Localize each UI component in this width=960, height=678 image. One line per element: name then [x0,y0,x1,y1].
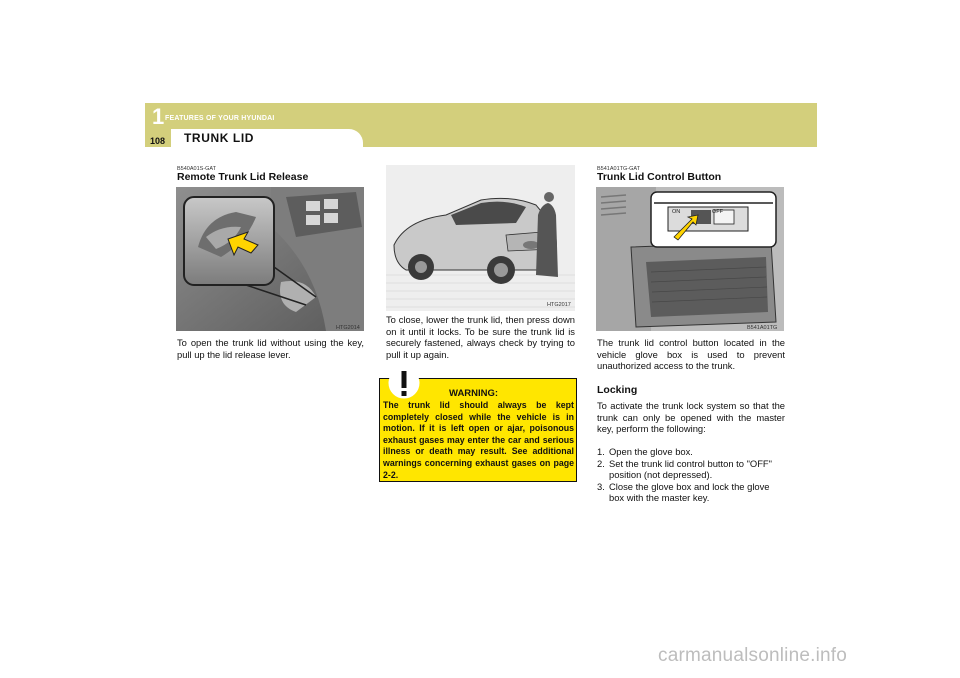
glove-box-illustration [596,187,784,331]
release-lever-illustration [176,187,364,331]
list-item: 2. Set the trunk lid control button to "OFF" position (not depressed). [597,457,772,481]
body-text: To close, lower the trunk lid, then press down on it until it locks. To be sure the trunk lid is securely fastened, always check by trying to pull it up again. [386,314,575,360]
on-label: ON [672,209,681,215]
section-title: TRUNK LID [184,131,255,145]
section-code: B541A01TG-GAT [597,166,640,172]
glove-box-drawing [596,187,784,331]
body-text: The trunk lid control button located in the vehicle glove box is used to prevent unauthorized access to the trunk. [597,337,785,372]
release-lever-drawing [176,187,364,331]
warning-text: The trunk lid should always be kept completely closed while the vehicle is in motion. If it is left open or ajar, poisonous exhaust gases may enter the car and serious illness or death may result. See additional warnings concerning exhaust gases on page 2-2. [383,400,574,480]
body-text: To open the trunk lid without using the key, pull up the lid release lever. [177,337,364,360]
watermark: carmanualsonline.info [658,645,848,666]
chapter-title: FEATURES OF YOUR HYUNDAI [165,115,275,122]
section-heading: Remote Trunk Lid Release [177,171,309,183]
image-label: HTG2017 [547,302,571,308]
image-label: B541A01TG [747,325,778,331]
car-trunk-illustration [386,165,575,311]
section-code: B540A01S-GAT [177,166,217,172]
section-heading: Trunk Lid Control Button [597,171,722,183]
warning-icon [386,366,422,400]
image-label: HTG2014 [336,325,360,331]
steps-list [597,446,785,504]
warning-title: WARNING: [449,388,499,399]
locking-body: To activate the trunk lock system so that the trunk can only be opened with the master key, perform the following: [597,400,785,435]
off-label: OFF [712,209,723,215]
list-item: 3. Close the glove box and lock the glove box with the master key. [597,480,770,504]
chapter-number: 1 [152,104,165,129]
car-drawing [386,165,575,311]
page-number: 108 [150,136,166,146]
locking-heading: Locking [597,384,638,396]
list-item: 1. Open the glove box. [597,446,693,457]
